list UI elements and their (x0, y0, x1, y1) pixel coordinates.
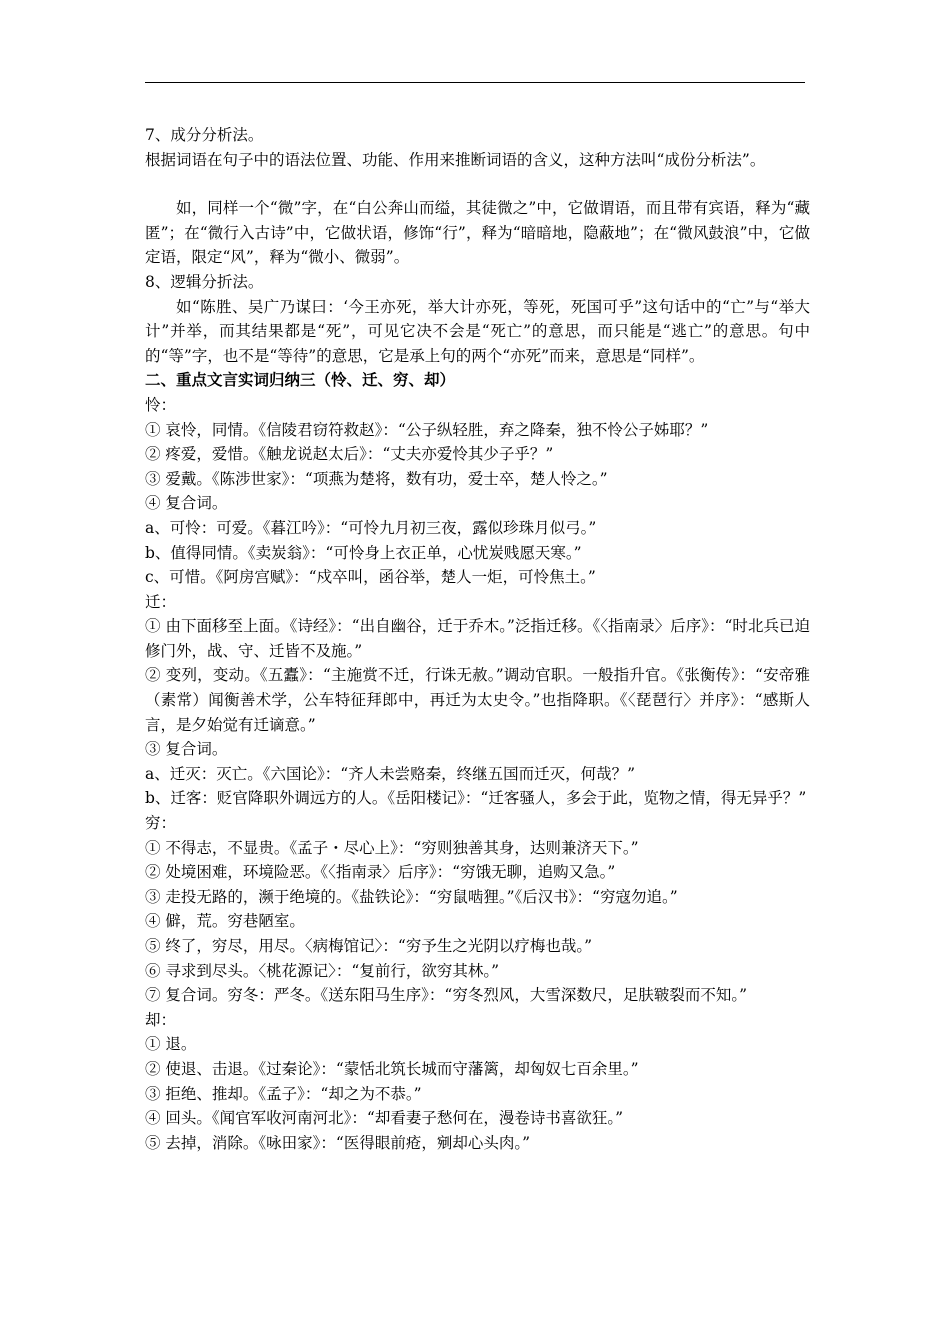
entry-qiong-title: 穷： (145, 814, 177, 833)
list-item: ② 使退、击退。《过秦论》：“蒙恬北筑长城而守藩篱，却匈奴七百余里。” (145, 1059, 639, 1078)
entry-lian-title: 怜： (145, 395, 177, 414)
section-heading: 二、重点文言实词归纳三（怜、迁、穷、却） (145, 370, 456, 390)
list-item: a、可怜：可爱。《暮江吟》：“可怜九月初三夜，露似珍珠月似弓。” (145, 518, 597, 537)
list-item: ① 哀怜，同情。《信陵君窃符救赵》：“公子纵轻胜，弃之降秦，独不怜公子姊耶？” (145, 420, 709, 439)
list-item: b、迁客：贬官降职外调远方的人。《岳阳楼记》：“迁客骚人，多会于此，览物之情，得无异乎？” (145, 789, 807, 808)
list-item: ⑤ 终了，穷尽，用尽。〈病梅馆记〉：“穷予生之光阴以疗梅也哉。” (145, 937, 593, 955)
list-item: b、值得同情。《卖炭翁》：“可怜身上衣正单，心忧炭贱愿天寒。” (145, 543, 582, 562)
method-7-heading: 7、成分分析法。 (145, 126, 264, 144)
list-item: ② 处境困难，环境险恶。《〈指南录〉后序》：“穷饿无聊，追购又急。” (145, 863, 616, 882)
list-item: ⑦ 复合词。穷冬：严冬。《送东阳马生序》：“穷冬烈风，大雪深数尺，足肤皲裂而不知。” (145, 986, 748, 1005)
list-item: ② 疼爱，爱惜。《触龙说赵太后》：“丈夫亦爱怜其少子乎？” (145, 445, 554, 464)
list-item: ④ 回头。《闻官军收河南河北》：“却看妻子愁何在，漫卷诗书喜欲狂。” (145, 1109, 624, 1128)
list-item: ③ 拒绝、推却。《孟子》：“却之为不恭。” (145, 1084, 422, 1103)
list-item: ③ 爱戴。《陈涉世家》：“项燕为楚将，数有功，爱士卒，楚人怜之。” (145, 469, 608, 488)
list-item: ③ 走投无路的，濒于绝境的。《盐铁论》：“穷鼠啮狸。”《后汉书》：“穷寇勿追。” (145, 887, 678, 906)
blank-line (145, 172, 810, 196)
list-item: ⑥ 寻求到尽头。〈桃花源记〉：“复前行，欲穷其林。” (145, 961, 500, 980)
list-item: ④ 僻，荒。穷巷陋室。 (145, 912, 305, 931)
list-item: ③ 复合词。 (145, 740, 228, 759)
method-8-heading: 8、逻辑分折法。 (145, 272, 264, 291)
list-item: a、迁灭：灭亡。《六国论》：“齐人未尝赂秦，终继五国而迁灭，何哉？” (145, 764, 636, 783)
list-item: ① 退。 (145, 1035, 197, 1054)
header-rule (145, 82, 805, 83)
entry-que-title: 却： (145, 1010, 177, 1029)
method-7-definition: 根据词语在句子中的语法位置、功能、作用来推断词语的含义，这种方法叫“成份分析法”。 (145, 150, 766, 169)
method-7-example: 如，同样一个“微”字，在“白公奔山而缢，其徒微之”中，它做谓语，而且带有宾语，释为“藏匿”；在“微行入古诗”中，它做状语，修饰“行”，释为“暗暗地，隐蔽地”；在“微风鼓浪”中，它做定语，限定“风”，释为“微小、微弱”。 (145, 199, 810, 267)
list-item: ① 不得志，不显贵。《孟子・尽心上》：“穷则独善其身，达则兼济天下。” (145, 838, 639, 857)
list-item: ① 由下面移至上面。《诗经》：“出自幽谷，迁于乔木。”泛指迁移。《〈指南录〉后序》：“时北兵已迫修门外，战、守、迁皆不及施。” (145, 617, 810, 660)
list-item: c、可惜。《阿房宫赋》：“戍卒叫，函谷举，楚人一炬，可怜焦土。” (145, 568, 596, 587)
method-8-example: 如“陈胜、吴广乃谋曰：‘今王亦死，举大计亦死，等死，死国可乎”这句话中的“亡”与“举大计”并举，而其结果都是“死”，可见它决不会是“死亡”的意思，而只能是“逃亡”的意思。句中的“等”字，也不是“等待”的意思，它是承上句的两个“亦死”而来，意思是“同样”。 (145, 297, 810, 365)
list-item: ② 变列，变动。《五蠹》：“主施赏不迁，行诛无赦。”调动官职。一般指升官。《张衡传》：“安帝雅（素常）闻衡善术学，公车特征拜郎中，再迁为太史令。”也指降职。《〈琵琶行〉并序》：“感斯人言，是夕始觉有迁谪意。” (145, 666, 810, 734)
entry-qian-title: 迁： (145, 592, 177, 611)
list-item: ④ 复合词。 (145, 494, 228, 513)
list-item: ⑤ 去掉，消除。《咏田家》：“医得眼前疮，剜却心头肉。” (145, 1133, 531, 1152)
document-body (145, 123, 810, 1155)
